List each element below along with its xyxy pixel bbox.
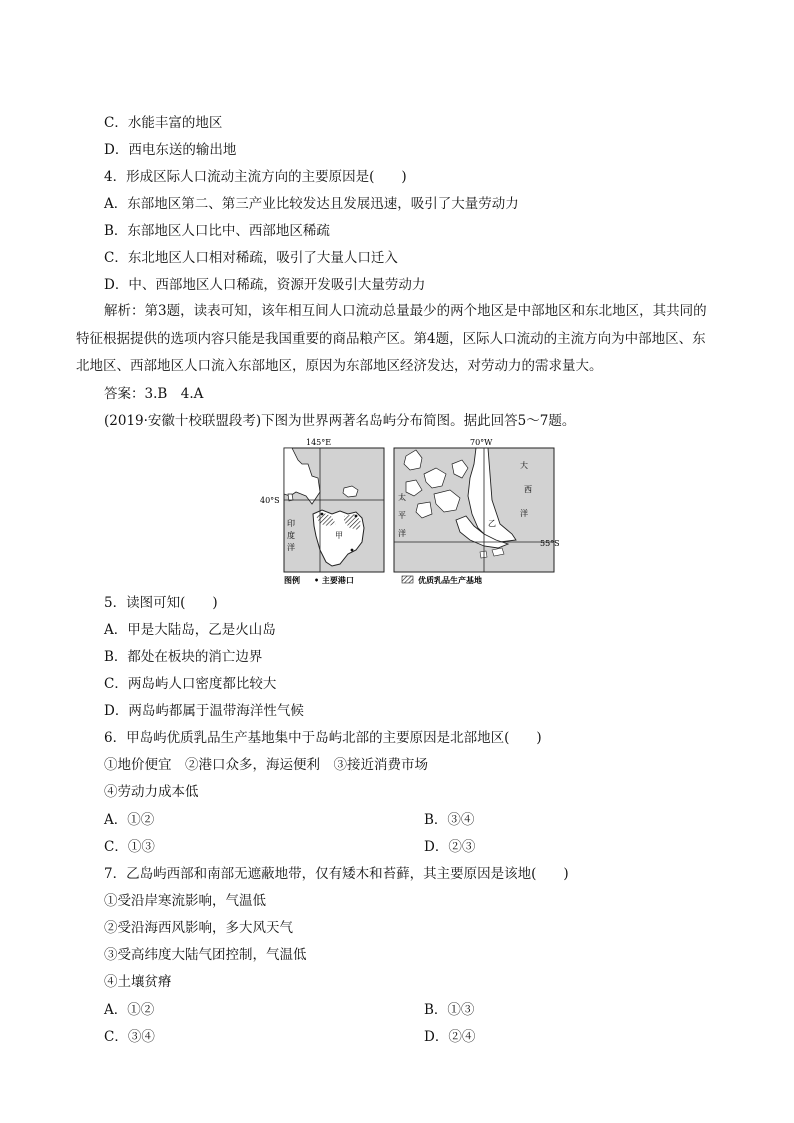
q7-option-a: A．①② <box>104 1002 155 1018</box>
label-yindu-1: 印 <box>287 519 295 528</box>
islet <box>480 551 487 558</box>
label-taiping-2: 平 <box>398 511 406 520</box>
label-taiping-1: 太 <box>398 493 406 502</box>
q6-option-a: A．①② <box>104 812 155 828</box>
q4-option-b: B．东部地区人口比中、西部地区稀疏 <box>104 223 330 239</box>
left-lon-label: 145°E <box>306 438 332 447</box>
q7-option-b: B．①③ <box>424 1002 475 1018</box>
q7-statement-2: ②受沿海西风影响，多大风天气 <box>104 920 293 936</box>
label-yi: 乙 <box>488 519 496 528</box>
q4-option-c: C．东北地区人口相对稀疏，吸引了大量人口迁入 <box>104 250 398 266</box>
analysis-paragraph <box>76 298 718 381</box>
q6-option-c: C．①③ <box>104 839 155 855</box>
q6-option-b: B．③④ <box>424 812 475 828</box>
left-lat-label: 40°S <box>260 496 280 505</box>
q6-statements-1: ①地价便宜 ②港口众多，海运便利 ③接近消费市场 <box>104 757 428 773</box>
q7-option-d: D．②④ <box>424 1029 476 1045</box>
right-lon-label: 70°W <box>470 438 493 447</box>
label-daxi-2: 西 <box>524 485 532 494</box>
q5-option-b: B．都处在板块的消亡边界 <box>104 649 263 665</box>
legend-title: 图例 <box>284 575 300 585</box>
q3-option-d: D．西电东送的输出地 <box>104 142 237 158</box>
label-daxi-1: 大 <box>520 461 528 470</box>
port-icon <box>355 515 358 518</box>
q3-option-c: C．水能丰富的地区 <box>104 115 223 131</box>
legend-hatch-swatch <box>402 576 413 583</box>
q5-stem: 5．读图可知( ) <box>104 595 218 611</box>
label-yindu-2: 度 <box>287 531 295 540</box>
right-lat-label: 55°S <box>540 539 560 548</box>
label-yindu-3: 洋 <box>287 543 295 552</box>
legend-dairy: 优质乳品生产基地 <box>418 575 482 585</box>
label-taiping-3: 洋 <box>398 529 406 538</box>
q5-option-a: A．甲是大陆岛，乙是火山岛 <box>104 622 276 638</box>
q4-option-a: A．东部地区第二、第三产业比较发达且发展迅速，吸引了大量劳动力 <box>104 196 519 212</box>
q4-option-d: D．中、西部地区人口稀疏，资源开发吸引大量劳动力 <box>104 277 426 293</box>
q5-option-d: D．两岛屿都属于温带海洋性气候 <box>104 703 304 719</box>
q6-statements-2: ④劳动力成本低 <box>104 784 199 800</box>
q7-statement-4: ④土壤贫瘠 <box>104 974 172 990</box>
label-daxi-3: 洋 <box>520 509 528 518</box>
q6-stem: 6．甲岛屿优质乳品生产基地集中于岛屿北部的主要原因是北部地区( ) <box>104 730 542 746</box>
island-maps <box>256 434 566 586</box>
answer-line: 答案：3.B 4.A <box>104 386 204 402</box>
question-group-intro: (2019·安徽十校联盟段考)下图为世界两著名岛屿分布简图。据此回答5～7题。 <box>104 413 576 429</box>
q7-statement-3: ③受高纬度大陆气团控制，气温低 <box>104 947 307 963</box>
q7-option-c: C．③④ <box>104 1029 155 1045</box>
q4-stem: 4．形成区际人口流动主流方向的主要原因是( ) <box>104 169 407 185</box>
q5-option-c: C．两岛屿人口密度都比较大 <box>104 676 277 692</box>
q6-option-d: D．②③ <box>424 839 476 855</box>
q7-stem: 7．乙岛屿西部和南部无遮蔽地带，仅有矮木和苔藓，其主要原因是该地( ) <box>104 866 569 882</box>
label-jia: 甲 <box>335 531 343 540</box>
port-icon <box>321 513 324 516</box>
q7-statement-1: ①受沿岸寒流影响，气温低 <box>104 893 266 909</box>
island-map-figure <box>256 434 566 586</box>
analysis-text: 解析：第3题，读表可知，该年相互间人口流动总量最少的两个地区是中部地区和东北地区，其共同的特征根据提供的选项内容只能是我国重要的商品粮产区。第4题，区际人口流动的主流方向为中部地区、东北地区、西部地区人口流入东部地区，原因为东部地区经济发达，对劳动力的需求量大。 <box>76 303 707 374</box>
legend-port: • 主要港口 <box>314 575 354 585</box>
port-icon <box>351 549 354 552</box>
